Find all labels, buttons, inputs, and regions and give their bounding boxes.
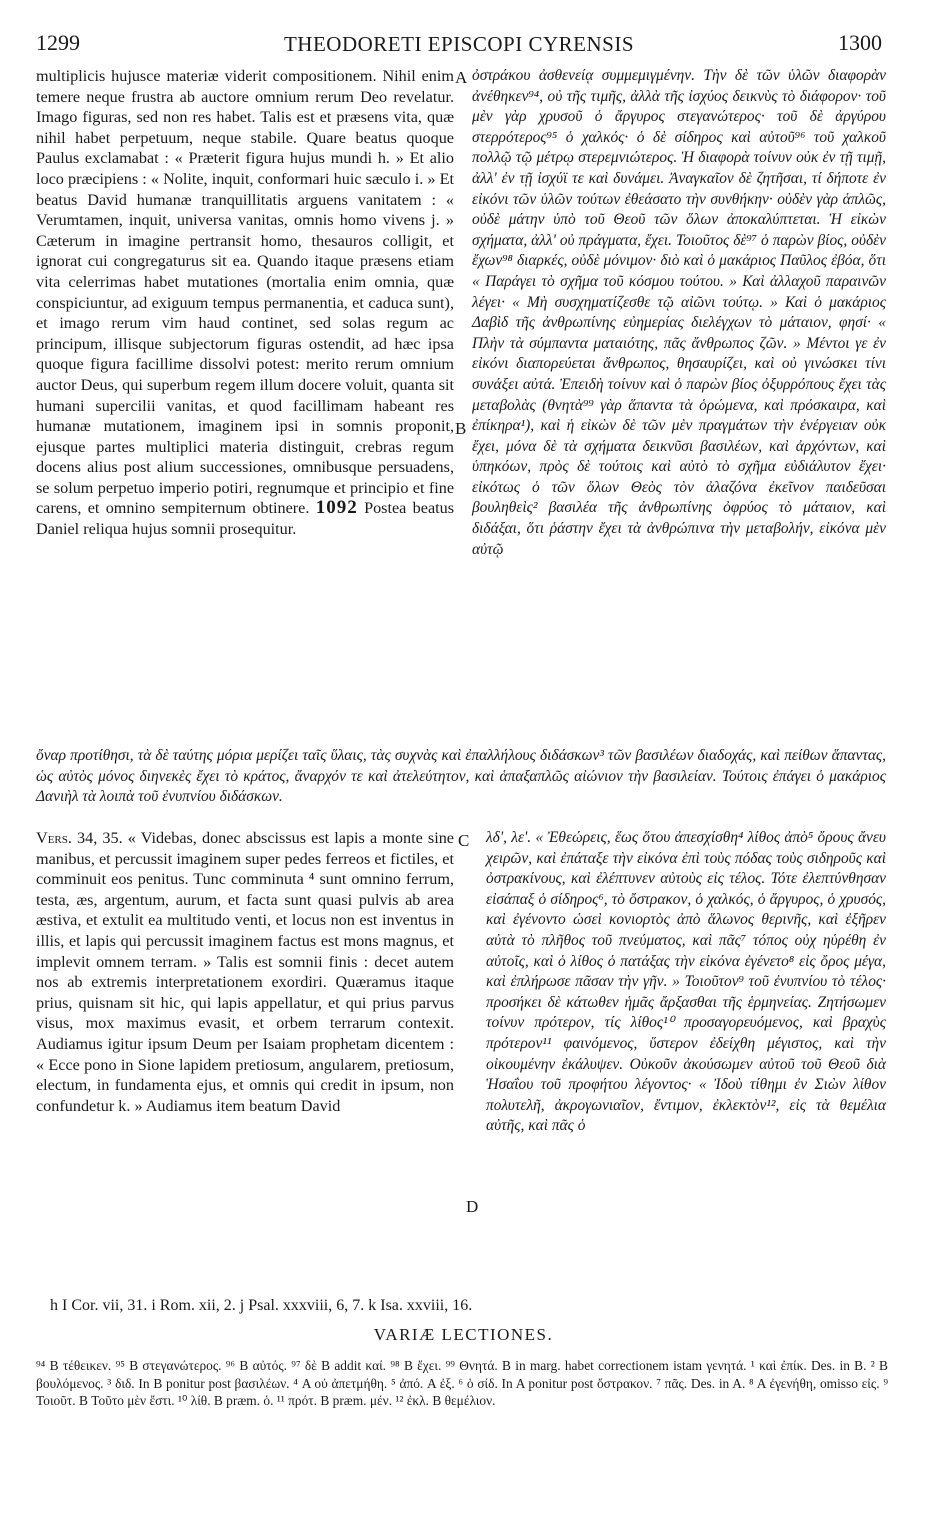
column-number-1092: 1092 [315,497,358,519]
margin-marker-d: D [466,1197,479,1216]
greek-column-lower [486,828,886,1137]
latin-text-lower: « Videbas, donec abscissus est lapis a monte sine manibus, et percussit imaginem super pedes ferreos et fictiles, et comminuit eos penitus. Tunc comminuta ⁴ sunt omnino ferrum, testa, æs, argentum, aurum, et facta sunt quasi pulvis ab area æstiva, et extulit ea multitudo venti, et locus non est inventus in illis, et lapis qui percussit imaginem factus est mons magnus, et implevit omnem terram. » Talis est somnii finis : decet autem nos ab extremis interpretationem exordiri. Quæramus itaque prius, quisnam sit hic, qui lapis appellatur, et qui prius parvus visus, mox maximus evasit, et orbem terrarum contexit. Audiamus igitur ipsum Deum per Isaiam prophetam dicentem : « Ecce pono in Sione lapidem pretiosum, angularem, pretiosum, electum, in fundamenta ejus, et omnis qui credit in ipsum, non confundetur k. » Audiamus item beatum David [36,829,454,1115]
greek-column-upper [472,66,886,560]
variant-readings: ⁹⁴ B τέθεικεν. ⁹⁵ B στεγανώτερος. ⁹⁶ B αὐτός. ⁹⁷ δὲ B addit καί. ⁹⁸ B ἔχει. ⁹⁹ Θνητά. B in marg. habet correctionem istam γενητά. ¹ καὶ ἐπίκ. Des. in B. ² B βουλόμενος. ³ διδ. In B ponitur post βασιλέων. ⁴ A οὐ ἀπετμήθη. ⁵ ἀπό. A ἐξ. ⁶ ὁ σίδ. In A ponitur post ὄστρακον. ⁷ πᾶς. Des. in A. ⁸ A ἐγενήθη, omisso εἰς. ⁹ Τοιοῦτ. B Τοῦτο μὲν ἔστι. ¹⁰ λίθ. B præm. ὁ. ¹¹ πρότ. B præm. μέν. ¹² ἐκλ. B θεμέλιον. [36,1358,888,1409]
greek-full-width-paragraph [36,746,886,808]
greek-text-lower: λδ', λε'. « Ἐθεώρεις, ἕως ὅτου ἀπεσχίσθη⁴ λίθος ἀπὸ⁵ ὄρους ἄνευ χειρῶν, καὶ ἐπάταξε τὴν εἰκόνα ἐπὶ τοὺς πόδας τοὺς σιδηροῦς καὶ ὀστρακίνους, καὶ ἐλέπτυνεν αὐτοὺς εἰς τέλος. Τότε ἐλεπτύνθησαν εἰσάπαξ ὁ σίδηρος⁶, τὸ ὄστρακον, ὁ χαλκός, ὁ ἄργυρος, ὁ χρυσός, καὶ ἐγένοντο ὡσεὶ κονιορτὸς ἀπὸ ἅλωνος θερινῆς, καὶ ἐξῆρεν αὐτὰ τὸ πλῆθος τοῦ πνεύματος, καὶ πᾶς⁷ τόπος οὐχ ηὑρέθη ἐν αὐτοῖς, καὶ ὁ λίθος ὁ πατάξας τὴν εἰκόνα ἐγένετο⁸ εἰς ὄρος μέγα, καὶ ἐπλήρωσε πᾶσαν τὴν γῆν. » Τοιοῦτον⁹ τοῦ ἐνυπνίου τὸ τέλος· προσήκει δὲ κάτωθεν ἡμᾶς ἄρξασθαι τῆς ἑρμηνείας. Ζητήσωμεν τοίνυν πρότερον, τίς λίθος¹⁰ προσαγορευόμενος, καὶ βραχὺς πρότερον¹¹ φαινόμενος, ὕστερον ἐδείχθη μέγιστος, καὶ τὴν οἰκουμένην ἐκάλυψεν. Οὐκοῦν ἀκούσωμεν αὐτοῦ τοῦ Θεοῦ διὰ Ἡσαΐου τοῦ προφήτου λέγοντος· « Ἰδοὺ τίθημι ἐν Σιὼν λίθον πολυτελῆ, ἀκρογωνιαῖον, ἔντιμον, ἐκλεκτὸν¹², εἰς τὰ θεμέλια αὐτῆς, καὶ πᾶς ὁ [486,829,886,1135]
page-number-right: 1300 [838,30,882,55]
greek-text-upper: ὀστράκου ἀσθενείᾳ συμμεμιγμένην. Τὴν δὲ τῶν ὑλῶν διαφορὰν ἀνέθηκεν⁹⁴, οὐ τῆς τιμῆς, ἀλλὰ τῆς ἰσχύος δεικνὺς τὸ διάφορον· τοῦ μὲν γὰρ χρυσοῦ ὁ ἄργυρος στεγανώτερος· τοῦ δὲ ἀργύρου στερρότερος⁹⁵ ὁ χαλκός· ὁ δὲ σίδηρος καὶ αὐτοῦ⁹⁶ τοῦ χαλκοῦ πολλῷ τῷ μέτρῳ στερεμνιώτερος. Ἡ διαφορὰ τοίνυν οὐκ ἐν τῇ τιμῇ, ἀλλ' ἐν τῇ ἰσχύϊ τε καὶ δυνάμει. Ἀναγκαῖον δὲ ζητῆσαι, τί δήποτε ἐν εἰκόνι τῶν ὑλῶν τούτων ἐθεάσατο τὴν συνθήκην· οὐδὲν γὰρ ἁπλῶς, οὐδὲ μάτην ὑπὸ τοῦ Θεοῦ τῶν ὅλων ἀποκαλύπτεται. Ἡ εἰκὼν σχήματα, ἀλλ' οὐ πράγματα, ἔχει. Τοιοῦτος δὲ⁹⁷ ὁ παρὼν βίος, οὐδὲν ἔχων⁹⁸ διαρκές, οὐδὲ μόνιμον· διὸ καὶ ὁ μακάριος Παῦλος ἐβόα, ὅτι « Παράγει τὸ σχῆμα τοῦ κόσμου τούτου. » Καὶ ἀλλαχοῦ παραινῶν λέγει· « Μὴ συσχηματίζεσθε τῷ αἰῶνι τούτῳ. » Καὶ ὁ μακάριος Δαβὶδ τῆς ἀνθρωπίνης εὐημερίας διελέγχων τὸ μάταιον, φησί· « Πλὴν τὰ σύμπαντα ματαιότης, πᾶς ἄνθρωπος ζῶν. » Μέντοι γε ἐν εἰκόνι διαπορεύεται ἄνθρωπος, θησαυρίζει, καὶ οὐ γινώσκει τίνι συνάξει αὐτά. Ἐπειδὴ τοίνυν καὶ ὁ παρὼν βίος ὀξυρρόπους ἔχει τὰς μεταβολὰς (θνητὰ⁹⁹ γὰρ ἅπαντα τὰ ὁρώμενα, καὶ πρόσκαιρα, καὶ ἐπίκηρα¹), καὶ ἡ εἰκὼν δὲ τῶν μὲν πραγμάτων τὴν ἐνέργειαν οὐκ ἔχει, μόνα δὲ τὰ σχήματα δεικνῦσι βασιλέων, καὶ ἀρχόντων, καὶ ὑπηκόων, πρὸς δὲ τούτοις καὶ αὐτὸ τὸ σχῆμα εὐδιάλυτον ἔχει· εἰκότως ὁ τῶν ὅλων Θεὸς τὸν ἀλαζόνα ἐκεῖνον παιδεῦσαι βουληθεὶς² βασιλέα τῆς ἀνθρωπίνης ὀφρύος τὸ μάταιον, καὶ διδάξαι, ὅτι ῥάστην ἔχει τὰ ἀνθρώπινα τὴν μεταβολήν, εἰκόνα μὲν αὐτῷ [472,67,886,558]
page-number-left: 1299 [36,30,80,55]
variae-lectiones-heading: VARIÆ LECTIONES. [373,1325,554,1344]
margin-marker-a: A [455,68,468,87]
latin-text-upper: multiplicis hujusce materiæ viderit compositionem. Nihil enim temere neque frustra ab auctore omnium rerum Deo revelatur. Imago figuras, sed non res habet. Talis est et præsens vita, quæ nihil habet perpetuum, neque stabile. Quare beatus quoque Paulus exclamabat : « Præterit figura hujus mundi h. » Et alio loco præcipiens : « Nolite, inquit, conformari huic sæculo i. » Et beatus David humanæ tranquillitatis arguens vanitatem : « Verumtamen, inquit, universa vanitas, omnis homo vivens j. » Cæterum in imagine pertransit homo, thesauros colligit, et ignorat cui congregaturus sit ea. Quando itaque præsens etiam vita celerrimas habet mutationes (mortalia enim omnia, quæ conspiciuntur, ad exiguum tempus permanentia, et caduca sunt), et imago rerum vim haud continet, sed solas regum ac principum, illisque subjectorum figuras ostendit, ad hæc ipsa quoque figura facillime dissolvi potest: merito rerum omnium auctor Deus, qui superbum regem illum docere voluit, quanta sit humani supercilii vanitas, et quod facillimam habeant res humanæ mutationem, imaginem ipsi in somnis proponit, ejusque partes multiplici materia distinguit, crebras regum docens alius post alium successiones, omnibusque persuadens, se solum perpetuo imperio potiri, regnumque et principio et fine carens, et omnino sempiternum obtinere. [36,67,454,518]
page-header [36,30,882,60]
verse-label: Vers. 34, 35. [36,829,123,847]
scripture-footnotes: h I Cor. vii, 31. i Rom. xii, 2. j Psal. xxxviii, 6, 7. k Isa. xxviii, 16. [50,1297,473,1314]
margin-marker-b: B [455,419,467,438]
margin-marker-c: C [458,831,470,850]
greek-text-full-width: ὄναρ προτίθησι, τὰ δὲ ταύτης μόρια μερίζει ταῖς ὕλαις, τὰς συχνὰς καὶ ἐπαλλήλους διδάσκων³ τῶν βασιλέων διαδοχάς, καὶ πείθων ἅπαντας, ὡς αὐτὸς μόνος διηνεκὲς ἔχει τὸ κράτος, ἄναρχόν τε καὶ ἀτελεύτητον, καὶ ἁπαξαπλῶς αἰώνιον τὴν βασιλείαν. Τούτοις ἐπάγει ὁ μακάριος Δανιὴλ τὰ λοιπὰ τοῦ ἐνυπνίου διδάσκων. [36,747,886,806]
variae-lectiones-text [36,1357,888,1410]
latin-column-lower [36,828,454,1116]
latin-text-upper-end: Postea beatus Daniel reliqua hujus somnii prosequitur. [36,499,455,539]
latin-column-upper [36,66,454,540]
running-title: THEODORETI EPISCOPI CYRENSIS [283,32,635,56]
